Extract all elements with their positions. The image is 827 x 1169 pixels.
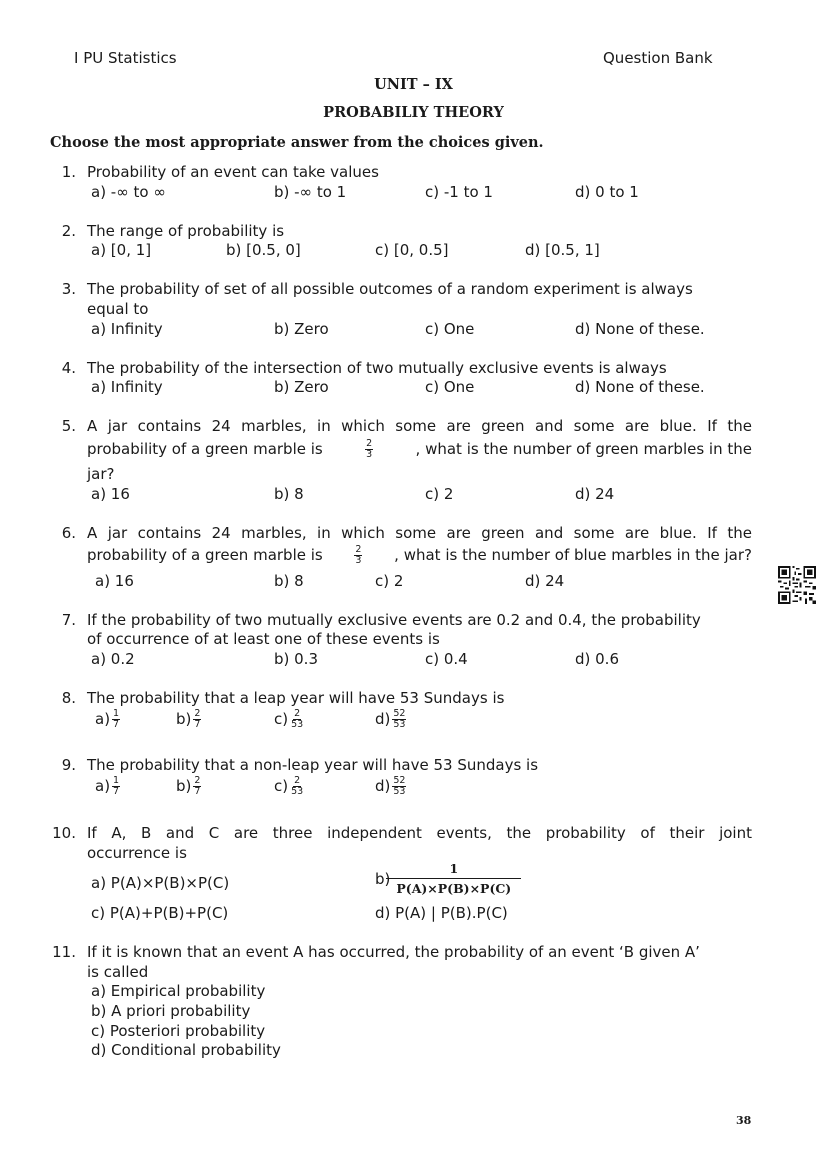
fraction-denominator: 3 — [355, 554, 362, 566]
fraction-denominator: P(A)×P(B)×P(C) — [396, 880, 512, 896]
question-text-line-2: is called — [87, 963, 149, 981]
fraction-numerator: 1 — [386, 861, 521, 879]
question-text: The probability of the intersection of two mutually exclusive events is always — [87, 359, 667, 377]
option-a: a) 16 — [91, 485, 130, 503]
option-d: d) None of these. — [575, 320, 705, 338]
fraction — [394, 861, 513, 896]
option-c: c) 0.4 — [425, 650, 468, 668]
text-before-fraction: probability of a green marble is — [87, 440, 323, 459]
fraction-numerator: 2 — [194, 775, 201, 786]
option-c: c) Posteriori probability — [91, 1022, 266, 1040]
question-number: 6. — [61, 524, 76, 542]
fraction — [193, 709, 201, 730]
option-c: c) 2 — [375, 572, 404, 590]
text-after-fraction: , what is the number of blue marbles in the jar? — [394, 546, 752, 565]
qr-code-icon — [778, 566, 816, 604]
fraction — [290, 709, 304, 730]
option-label: b) — [176, 710, 192, 729]
option-b: b) [0.5, 0] — [226, 241, 301, 259]
question-text-line-2: of occurrence of at least one of these events is — [87, 630, 440, 648]
question-number: 4. — [61, 359, 76, 377]
question-text-line-1: If A, B and C are three independent events, the probability of their joint — [87, 824, 752, 842]
fraction-denominator: 53 — [291, 785, 304, 797]
fraction-denominator: 7 — [113, 785, 120, 797]
question-text-line-1: A jar contains 24 marbles, in which some are green and some are blue. If the — [87, 524, 752, 542]
option-label: c) — [274, 777, 289, 796]
option-d — [375, 709, 408, 730]
fraction-denominator: 53 — [291, 718, 304, 730]
fraction — [392, 709, 406, 730]
option-b: b) Zero — [274, 378, 329, 396]
option-c: c) 2 — [425, 485, 454, 503]
instruction-text: Choose the most appropriate answer from the choices given. — [50, 134, 544, 151]
fraction-denominator: 7 — [194, 718, 201, 730]
option-d — [375, 776, 408, 797]
option-d: d) Conditional probability — [91, 1041, 281, 1059]
option-d: d) 24 — [525, 572, 565, 590]
option-label: a) — [95, 710, 111, 729]
question-number: 7. — [61, 611, 76, 629]
option-b: b) A priori probability — [91, 1002, 251, 1020]
option-a: a) -∞ to ∞ — [91, 183, 166, 201]
question-number: 1. — [61, 163, 76, 181]
option-b: b) -∞ to 1 — [274, 183, 347, 201]
option-c: c) [0, 0.5] — [375, 241, 449, 259]
option-a: a) 16 — [95, 572, 134, 590]
question-number: 11. — [52, 943, 76, 961]
option-c: c) -1 to 1 — [425, 183, 493, 201]
option-label: d) — [375, 710, 391, 729]
option-b — [176, 776, 203, 797]
option-b: b) Zero — [274, 320, 329, 338]
option-a: a) [0, 1] — [91, 241, 152, 259]
option-c — [274, 709, 306, 730]
fraction-numerator: 1 — [113, 708, 120, 719]
fraction — [365, 439, 373, 460]
fraction-numerator: 1 — [113, 775, 120, 786]
fraction-denominator: 7 — [113, 718, 120, 730]
fraction-denominator: 7 — [194, 785, 201, 797]
option-a: a) 0.2 — [91, 650, 135, 668]
option-d: d) 0.6 — [575, 650, 619, 668]
option-a: a) Empirical probability — [91, 982, 266, 1000]
option-a: a) Infinity — [91, 320, 163, 338]
fraction-numerator: 52 — [393, 775, 406, 786]
question-text-line-1: If the probability of two mutually exclusive events are 0.2 and 0.4, the probability — [87, 611, 701, 629]
question-number: 10. — [52, 824, 76, 842]
question-number: 9. — [61, 756, 76, 774]
text-after-fraction: , what is the number of green marbles in the — [415, 440, 752, 459]
fraction — [392, 776, 406, 797]
question-text: The range of probability is — [87, 222, 285, 240]
option-label: b) — [176, 777, 192, 796]
question-text-line-2: equal to — [87, 300, 149, 318]
option-d: d) 0 to 1 — [575, 183, 639, 201]
question-text-line-3: jar? — [87, 465, 115, 483]
fraction-numerator: 52 — [393, 708, 406, 719]
fraction — [193, 776, 201, 797]
option-label: c) — [274, 710, 289, 729]
option-b: b) 8 — [274, 485, 304, 503]
option-a — [95, 776, 122, 797]
fraction — [112, 709, 120, 730]
fraction — [290, 776, 304, 797]
unit-heading: UNIT – IX — [374, 76, 453, 93]
question-number: 3. — [61, 280, 76, 298]
text-before-fraction: probability of a green marble is — [87, 546, 323, 565]
fraction-numerator: 2 — [194, 708, 201, 719]
option-a: a) Infinity — [91, 378, 163, 396]
fraction-denominator: 3 — [366, 448, 373, 460]
question-text: The probability that a non-leap year will have 53 Sundays is — [87, 756, 539, 774]
fraction-numerator: 2 — [294, 775, 301, 786]
fraction-numerator: 2 — [355, 544, 362, 555]
option-b — [375, 861, 513, 896]
question-text-line-2 — [87, 439, 752, 460]
option-label: d) — [375, 777, 391, 796]
option-c — [274, 776, 306, 797]
option-a — [95, 709, 122, 730]
option-c: c) P(A)+P(B)+P(C) — [91, 904, 229, 922]
option-b — [176, 709, 203, 730]
option-b: b) 8 — [274, 572, 304, 590]
fraction-denominator: 53 — [393, 785, 406, 797]
question-text: The probability that a leap year will have 53 Sundays is — [87, 689, 505, 707]
option-c: c) One — [425, 320, 475, 338]
option-d: d) P(A) | P(B).P(C) — [375, 904, 508, 922]
option-b: b) 0.3 — [274, 650, 318, 668]
page-number: 38 — [736, 1114, 752, 1127]
question-number: 8. — [61, 689, 76, 707]
fraction — [112, 776, 120, 797]
option-label: b) — [375, 869, 391, 888]
header-subject: I PU Statistics — [74, 49, 177, 67]
question-text: Probability of an event can take values — [87, 163, 379, 181]
header-doc-type: Question Bank — [603, 49, 713, 67]
option-c: c) One — [425, 378, 475, 396]
question-number: 2. — [61, 222, 76, 240]
option-d: d) [0.5, 1] — [525, 241, 600, 259]
question-text-line-1: A jar contains 24 marbles, in which some are green and some are blue. If the — [87, 417, 752, 435]
option-d: d) 24 — [575, 485, 615, 503]
question-number: 5. — [61, 417, 76, 435]
question-text-line-1: The probability of set of all possible outcomes of a random experiment is always — [87, 280, 693, 298]
option-label: a) — [95, 777, 111, 796]
question-text-line-2: occurrence is — [87, 844, 187, 862]
fraction-denominator: 53 — [393, 718, 406, 730]
option-d: d) None of these. — [575, 378, 705, 396]
question-text-line-1: If it is known that an event A has occurred, the probability of an event ‘B given A’ — [87, 943, 700, 961]
fraction-numerator: 2 — [366, 438, 373, 449]
question-text-line-2 — [87, 545, 752, 566]
option-a: a) P(A)×P(B)×P(C) — [91, 874, 230, 892]
fraction — [354, 545, 362, 566]
chapter-title: PROBABILIY THEORY — [323, 104, 504, 121]
fraction-numerator: 2 — [294, 708, 301, 719]
